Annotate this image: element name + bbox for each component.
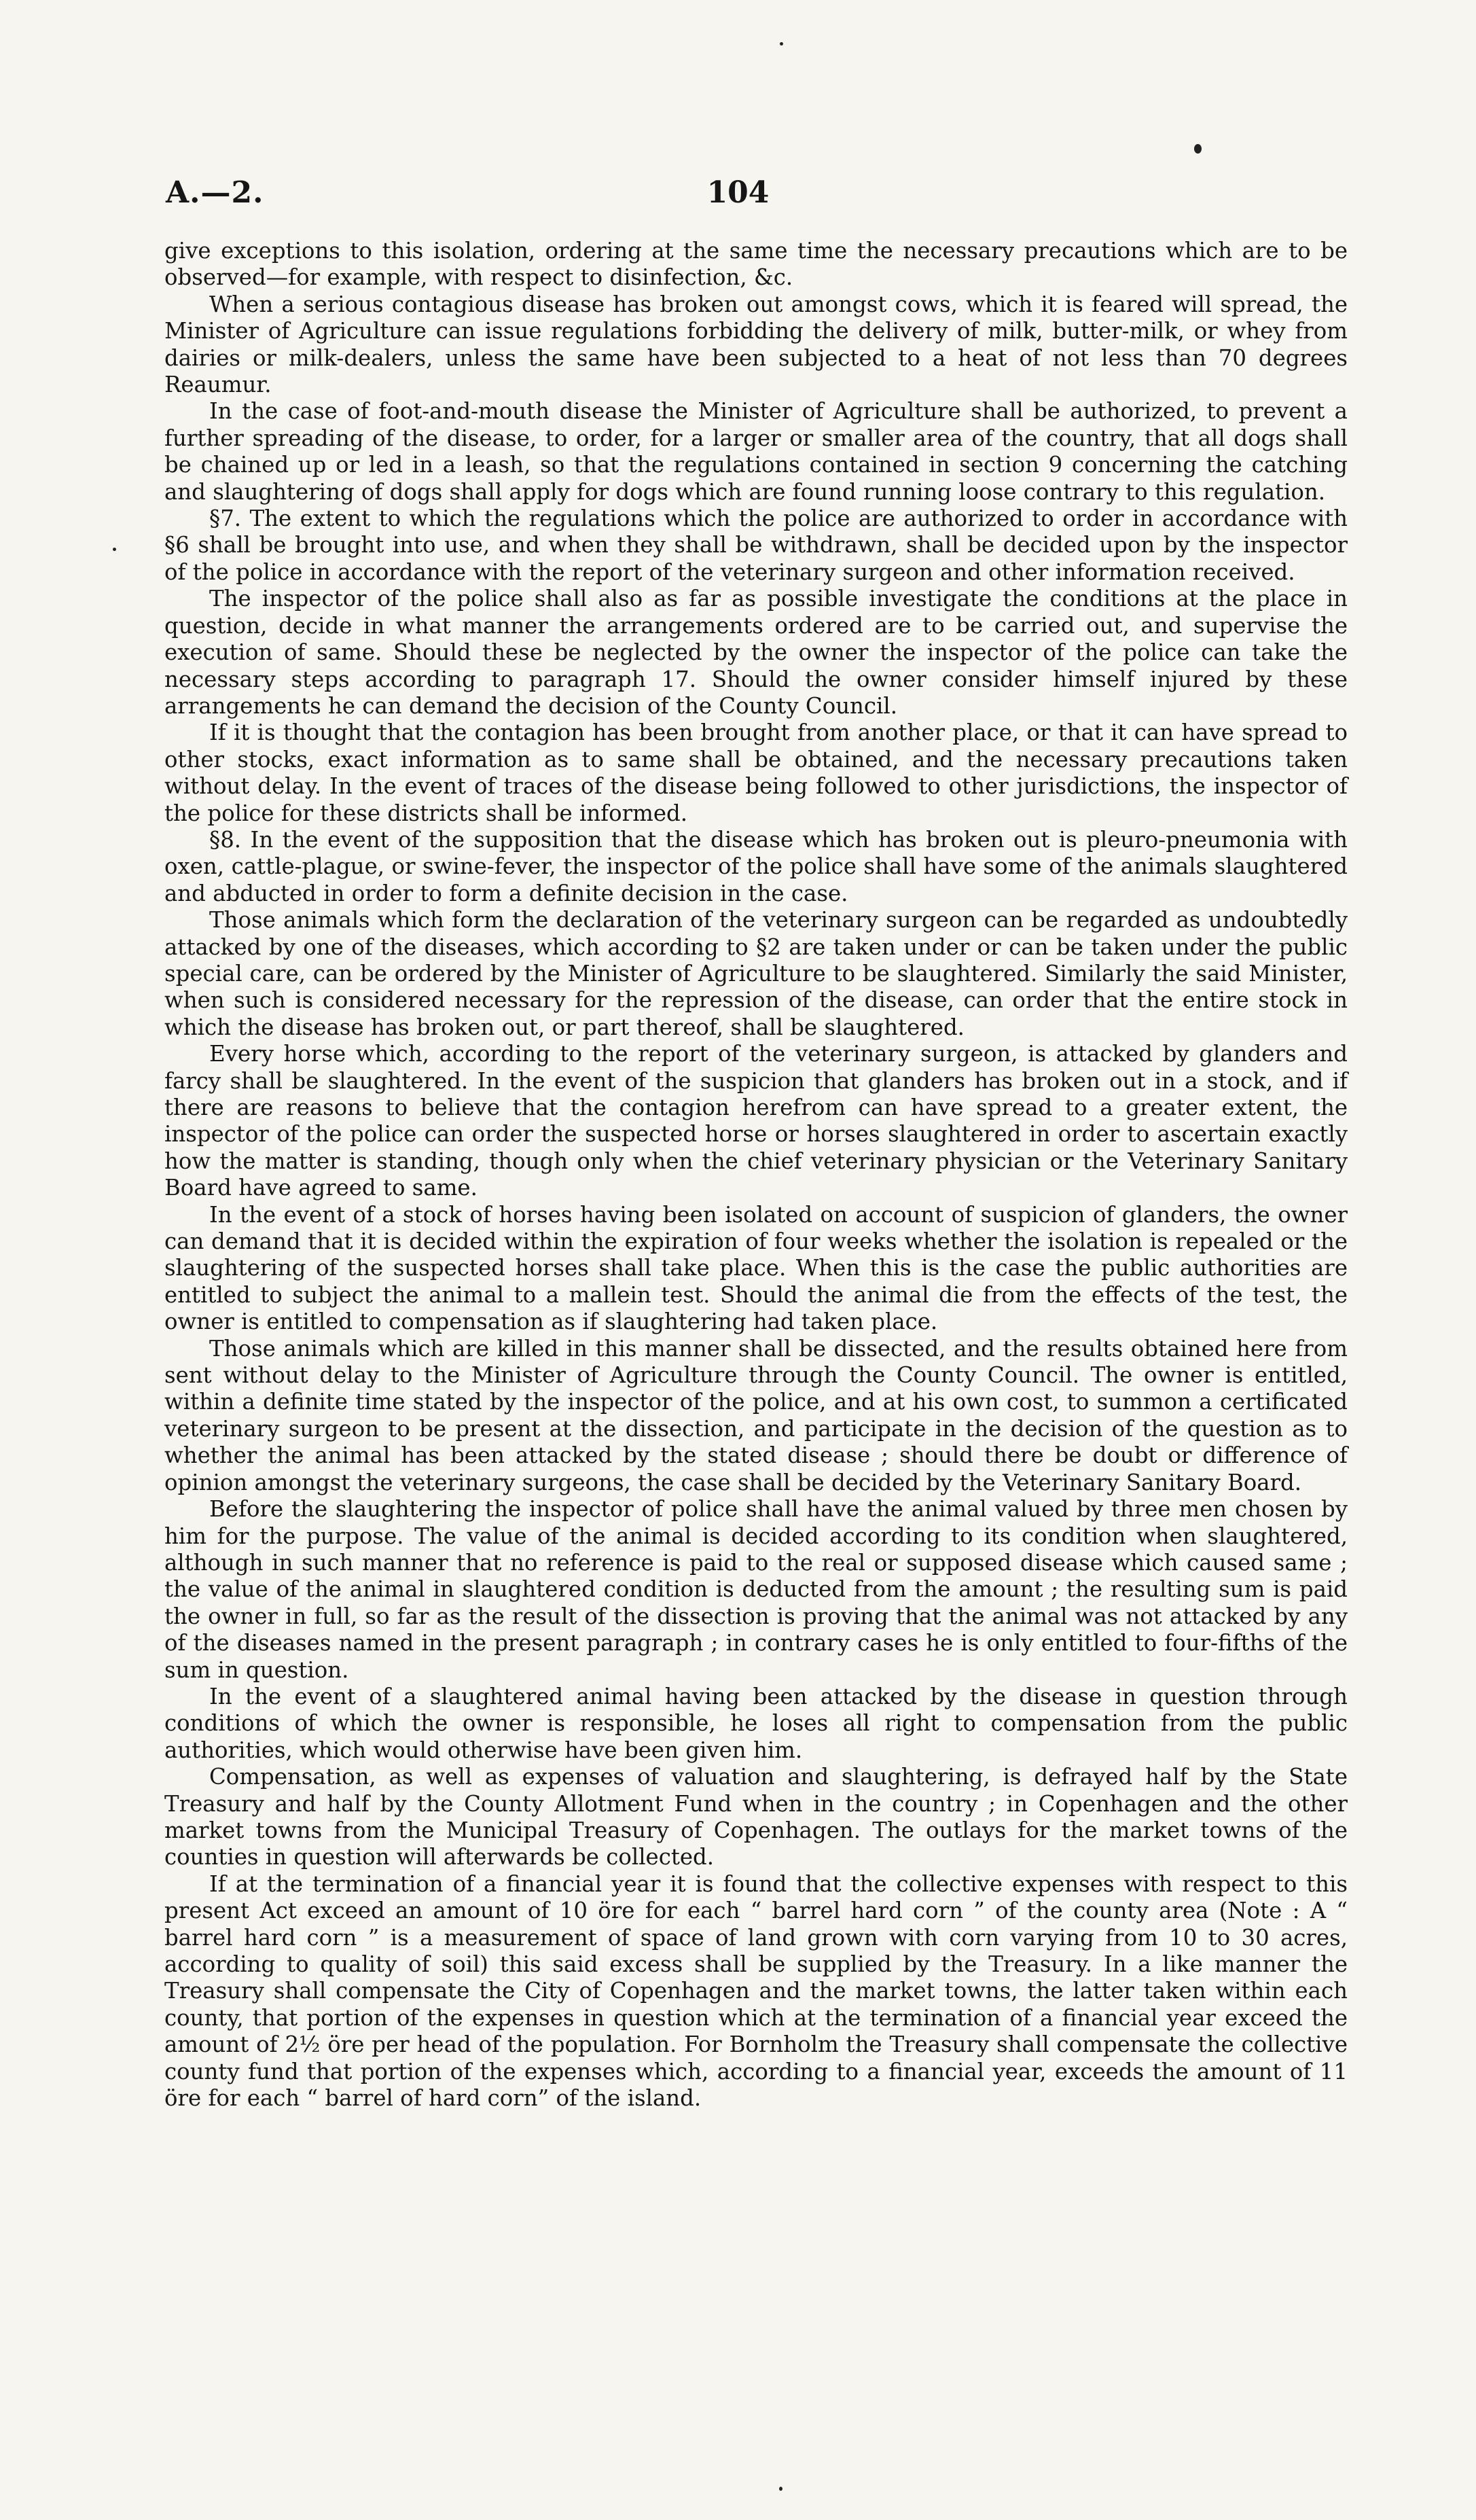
paragraph: In the event of a stock of horses having been isolated on account of suspicion of glanders, the owner can demand that it is decided within the expiration of four weeks whether the isolation is repealed or the slaughtering of the suspected horses shall take place. When this is the case the public authorities are entitled to subject the animal to a mallein test. Should the animal die from the effects of the test, the owner is entitled to compensation as if slaughtering had taken place. xyxy=(164,1201,1348,1335)
document-code: A.—2. xyxy=(166,175,264,210)
paragraph: §8. In the event of the supposition that the disease which has broken out is pleuro-pneumonia with oxen, cattle-plague, or swine-fever, the inspector of the police shall have some of the animals slaughtered and abducted in order to form a definite decision in the case. xyxy=(164,826,1348,906)
ink-speck xyxy=(779,2487,782,2491)
paragraph: The inspector of the police shall also as far as possible investigate the conditions at the place in question, decide in what manner the arrangements ordered are to be carried out, and supervise the execution of same. Should these be neglected by the owner the inspector of the police can take the necessary steps according to paragraph 17. Should the owner consider himself injured by these arrangements he can demand the decision of the County Council. xyxy=(164,586,1348,719)
paragraph: Every horse which, according to the report of the veterinary surgeon, is attacked by glanders and farcy shall be slaughtered. In the event of the suspicion that glanders has broken out in a stock, and if there are reasons to believe that the contagion herefrom can have spread to a greater extent, the inspector of the police can order the suspected horse or horses slaughtered in order to ascertain exactly how the matter is standing, though only when the chief veterinary physician or the Veterinary Sanitary Board have agreed to same. xyxy=(164,1041,1348,1201)
ink-speck xyxy=(113,548,116,551)
page-header xyxy=(0,0,1476,224)
ink-speck xyxy=(1194,144,1202,154)
paragraph: Compensation, as well as expenses of valuation and slaughtering, is defrayed half by the State Treasury and half by the County Allotment Fund when in the country ; in Copenhagen and the other market towns from the Municipal Treasury of Copenhagen. The outlays for the market towns of the counties in question will afterwards be collected. xyxy=(164,1764,1348,1870)
paragraph: Those animals which are killed in this manner shall be dissected, and the results obtained here from sent without delay to the Minister of Agriculture through the County Council. The owner is entitled, within a definite time stated by the inspector of the police, and at his own cost, to summon a certificated veterinary surgeon to be present at the dissection, and participate in the decision of the question as to whether the animal has been attacked by the stated disease ; should there be doubt or difference of opinion amongst the veterinary surgeons, the case shall be decided by the Veterinary Sanitary Board. xyxy=(164,1335,1348,1495)
paragraph: If it is thought that the contagion has been brought from another place, or that it can have spread to other stocks, exact information as to same shall be obtained, and the necessary precautions taken without delay. In the event of traces of the disease being followed to other jurisdictions, the inspector of the police for these districts shall be informed. xyxy=(164,720,1348,826)
ink-speck xyxy=(780,42,783,46)
paragraph: In the event of a slaughtered animal having been attacked by the disease in question through conditions of which the owner is responsible, he loses all right to compensation from the public authorities, which would otherwise have been given him. xyxy=(164,1683,1348,1763)
paragraph: In the case of foot-and-mouth disease the Minister of Agriculture shall be authorized, to prevent a further spreading of the disease, to order, for a larger or smaller area of the country, that all dogs shall be chained up or led in a leash, so that the regulations contained in section 9 concerning the catching and slaughtering of dogs shall apply for dogs which are found running loose contrary to this regulation. xyxy=(164,398,1348,505)
paragraph: §7. The extent to which the regulations which the police are authorized to order in accordance with §6 shall be brought into use, and when they shall be withdrawn, shall be decided upon by the inspector of the police in accordance with the report of the veterinary surgeon and other information received. xyxy=(164,505,1348,585)
paragraph: When a serious contagious disease has broken out amongst cows, which it is feared will spread, the Minister of Agriculture can issue regulations forbidding the delivery of milk, butter-milk, or whey from dairies or milk-dealers, unless the same have been subjected to a heat of not less than 70 degrees Reaumur. xyxy=(164,291,1348,398)
paragraph: Those animals which form the declaration of the veterinary surgeon can be regarded as undoubtedly attacked by one of the diseases, which according to §2 are taken under or can be taken under the public special care, can be ordered by the Minister of Agriculture to be slaughtered. Similarly the said Minister, when such is considered necessary for the repression of the disease, can order that the entire stock in which the disease has broken out, or part thereof, shall be slaughtered. xyxy=(164,907,1348,1040)
paragraph: Before the slaughtering the inspector of police shall have the animal valued by three men chosen by him for the purpose. The value of the animal is decided according to its condition when slaughtered, although in such manner that no reference is paid to the real or supposed disease which caused same ; the value of the animal in slaughtered condition is deducted from the amount ; the resulting sum is paid the owner in full, so far as the result of the dissection is proving that the animal was not attacked by any of the diseases named in the present paragraph ; in contrary cases he is only entitled to four-fifths of the sum in question. xyxy=(164,1496,1348,1683)
body-text xyxy=(164,238,1348,2112)
page-number: 104 xyxy=(706,175,770,210)
paragraph: If at the termination of a financial year it is found that the collective expenses with respect to this present Act exceed an amount of 10 öre for each “ barrel hard corn ” of the county area (Note : A “ barrel hard corn ” is a measurement of space of land grown with corn varying from 10 to 30 acres, according to quality of soil) this said excess shall be supplied by the Treasury. In a like manner the Treasury shall compensate the City of Copenhagen and the market towns, the latter taken within each county, that portion of the expenses in question which at the termination of a financial year exceed the amount of 2½ öre per head of the population. For Bornholm the Treasury shall compensate the collective county fund that portion of the expenses which, according to a financial year, exceeds the amount of 11 öre for each “ barrel of hard corn” of the island. xyxy=(164,1870,1348,2112)
paragraph: give exceptions to this isolation, ordering at the same time the necessary precautions which are to be observed—for example, with respect to disinfection, &c. xyxy=(164,238,1348,291)
